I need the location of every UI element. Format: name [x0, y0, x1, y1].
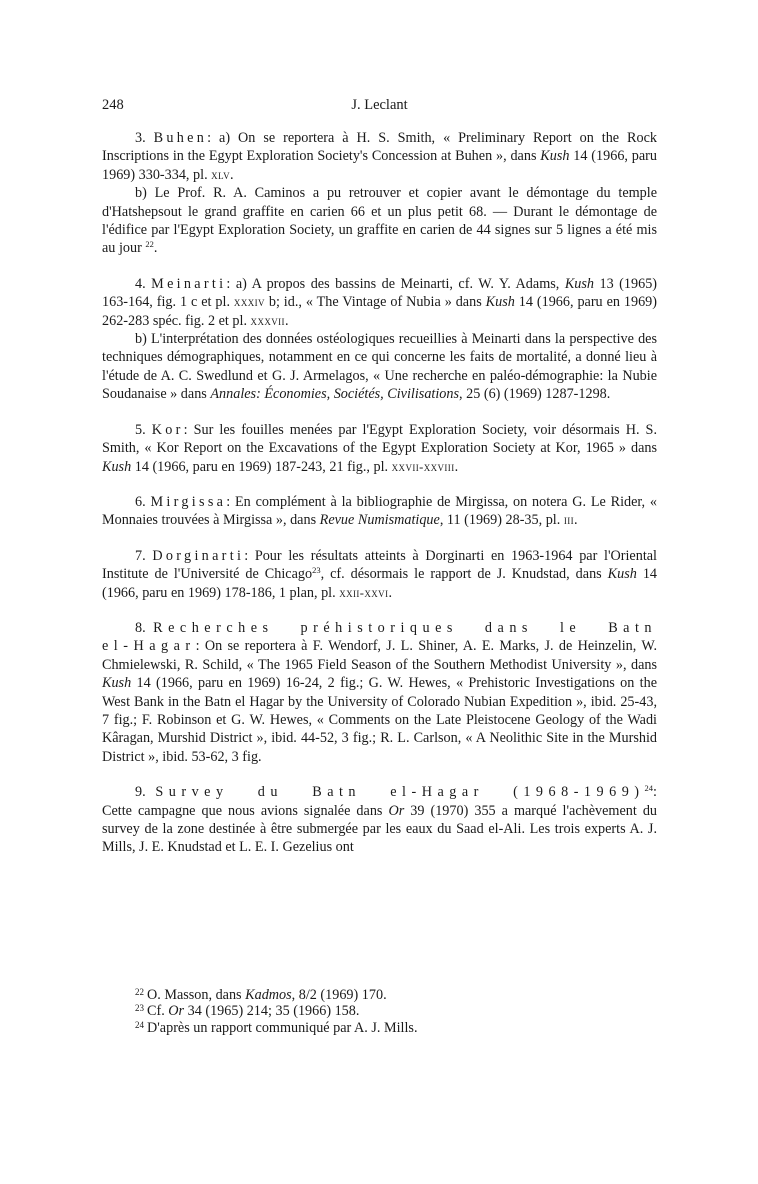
section-title: Meinarti	[151, 275, 227, 292]
italic-text: Annales: Économies, Sociétés, Civilisations	[210, 386, 460, 403]
paragraph	[102, 619, 657, 766]
small-caps-text: xlv	[211, 167, 231, 182]
paragraph	[102, 184, 657, 258]
text-run: , 25 (6) (1969) 1287-1298.	[459, 386, 611, 403]
text-run: : On se reportera à F. Wendorf, J. L. Shiner, A. E. Marks, J. de Heinzelin, W. Chmielewski, R. Schild, « The 1965 Field Season of the Southern Methodist University », dans	[102, 638, 657, 673]
section-number: 5.	[135, 421, 146, 438]
footnote-number: 24	[135, 1019, 144, 1030]
text-run: .	[574, 512, 578, 529]
section-7	[102, 547, 657, 602]
footnote	[102, 1003, 657, 1019]
italic-text: Kadmos	[245, 987, 292, 1003]
text-run: , cf. désormais le rapport de J. Knudstad, dans	[320, 566, 608, 583]
italic-text: Or	[388, 802, 405, 819]
section-title: Buhen	[153, 130, 208, 146]
text-run: b) Le Prof. R. A. Caminos a pu retrouver et copier avant le démontage du temple d'Hatshepsout le grand graffite en carien 66 et un plus petit 68. — Durant le démontage de l'édifice par l'Egypt Exploration Society, un graffite en carien de 44 signes sur 5 lignes a été mis au jour	[102, 185, 657, 257]
paragraph	[102, 547, 657, 602]
text-run: O. Masson, dans	[147, 987, 246, 1003]
section-9	[102, 783, 657, 857]
text-run: : Sur les fouilles menées par l'Egypt Exploration Society, voir désormais H. S. Smith, « Kor Report on the Excavations of the Egypt Exploration Society at Kor, 1965 » dans	[102, 421, 657, 457]
text-run: .	[153, 240, 158, 257]
running-head: J. Leclant	[351, 97, 408, 113]
section-3	[102, 129, 657, 258]
text-run: 14 (1966, paru 1969) 330-334, pl.	[102, 148, 657, 183]
small-caps-text: xxxvii	[250, 313, 285, 328]
text-run: : a) A propos des bassins de Meinarti, cf. W. Y. Adams,	[226, 275, 565, 292]
section-6	[102, 493, 657, 530]
text-run: b) L'interprétation des données ostéologiques recueillies à Meinarti dans la perspective des techniques démographiques, notamment en ce qui concerne les faits de mortalité, a donné lieu à l'étude de A. C. Swedlund et G. J. Armelagos, « Une recherche en paléo-démographie: la Nubie Soudanaise » dans	[102, 331, 657, 403]
text-run: 14 (1966, paru en 1969) 178-186, 1 plan, pl.	[102, 566, 658, 601]
small-caps-text: xxii-xxvi	[339, 585, 389, 600]
italic-text: Kush	[607, 566, 637, 583]
text-run: : Cette campagne que nous avions signalée dans	[102, 784, 657, 819]
section-number: 9.	[135, 784, 146, 801]
italic-text: Kush	[102, 675, 132, 692]
italic-text: Kush	[564, 275, 594, 292]
text-run: , 11 (1969) 28-35, pl.	[439, 512, 564, 529]
text-run: Cf.	[147, 1003, 169, 1020]
section-number: 7.	[135, 547, 146, 564]
paragraph	[102, 493, 657, 530]
page-header	[102, 97, 657, 117]
paragraph	[102, 129, 657, 184]
italic-text: Or	[168, 1003, 185, 1020]
paragraph	[102, 330, 657, 404]
text-run: : Pour les résultats atteints à Dorginarti en 1963-1964 par l'Oriental Institute de l'Université de Chicago	[102, 547, 657, 583]
text-run: 14 (1966, paru en 1969) 16-24, 2 fig.; G. W. Hewes, « Prehistoric Investigations on the West Bank in the Batn el Hagar by the University of Colorado Nubian Expedition », ibid. 25-43, 7 fig.; F. Robinson et G. W. Hewes, « Comments on the Late Pleistocene Geology of the Wadi Kâragan, Murshid District », ibid. 44-52, 3 fig.; R. L. Carlson, « A Neolithic Site in the Murshid District », ibid. 53-62, 3 fig.	[102, 675, 657, 765]
section-title: Dorginarti	[152, 547, 245, 564]
page-number: 248	[102, 97, 124, 113]
footnotes	[102, 987, 657, 1036]
paragraph	[102, 421, 657, 476]
text-run: .	[388, 584, 393, 601]
text-run: , 8/2 (1969) 170.	[291, 987, 387, 1003]
text-run: .	[230, 166, 234, 183]
italic-text: Kush	[102, 458, 132, 475]
text-run: b; id., « The Vintage of Nubia » dans	[264, 294, 486, 311]
text-run: .	[284, 312, 289, 329]
section-title: Kor	[151, 421, 184, 438]
body-text	[102, 129, 657, 874]
section-number: 4.	[135, 275, 146, 292]
footnote	[102, 987, 657, 1003]
italic-text: Kush	[540, 148, 570, 165]
section-number: 8.	[135, 619, 146, 636]
text-run: 14 (1966, paru en 1969) 187-243, 21 fig., pl.	[131, 458, 392, 475]
text-run: 34 (1965) 214; 35 (1966) 158.	[184, 1003, 360, 1020]
italic-text: Revue Numismatique	[319, 512, 440, 529]
small-caps-text: xxxiv	[233, 295, 265, 310]
text-run: 39 (1970) 355 a marqué l'achèvement du survey de la zone destinée à être submergée par les eaux du Saad el-Ali. Les trois experts A. J. Mills, J. E. Knudstad et L. E. I. Gezelius ont	[102, 802, 658, 856]
footnote-number: 23	[135, 1003, 144, 1014]
text-run: : En complément à la bibliographie de Mirgissa, on notera G. Le Rider, « Monnaies trouvées à Mirgissa », dans	[102, 493, 658, 529]
footnote-ref: 22	[145, 239, 154, 250]
text-run: D'après un rapport communiqué par A. J. Mills.	[147, 1019, 418, 1036]
footnote-number: 22	[135, 987, 144, 997]
text-run: : a) On se reportera à H. S. Smith, « Preliminary Report on the Rock Inscriptions in the Egypt Exploration Society's Concession at Buhen », dans	[102, 130, 658, 165]
section-number: 6.	[135, 493, 146, 510]
section-4	[102, 275, 657, 404]
small-caps-text: iii	[563, 513, 575, 528]
section-8	[102, 619, 657, 766]
footnote-ref: 24	[644, 783, 654, 794]
text-run: 14 (1966, paru en 1969) 262-283 spéc. fig. 2 et pl.	[102, 294, 657, 329]
text-run: .	[454, 458, 459, 475]
italic-text: Kush	[485, 294, 515, 311]
section-5	[102, 421, 657, 476]
section-title: Recherches préhistoriques dans le Batn el-Hagar	[102, 619, 657, 655]
section-title: Survey du Batn el-Hagar (1968-1969)	[155, 784, 645, 801]
paragraph	[102, 783, 657, 857]
section-number: 3.	[135, 130, 146, 146]
footnote	[102, 1020, 657, 1036]
section-title: Mirgissa	[150, 493, 227, 510]
footnote-ref: 23	[312, 565, 321, 576]
text-run: 13 (1965) 163-164, fig. 1 c et pl.	[102, 275, 658, 311]
paragraph	[102, 275, 657, 330]
small-caps-text: xxvii-xxviii	[391, 459, 455, 474]
